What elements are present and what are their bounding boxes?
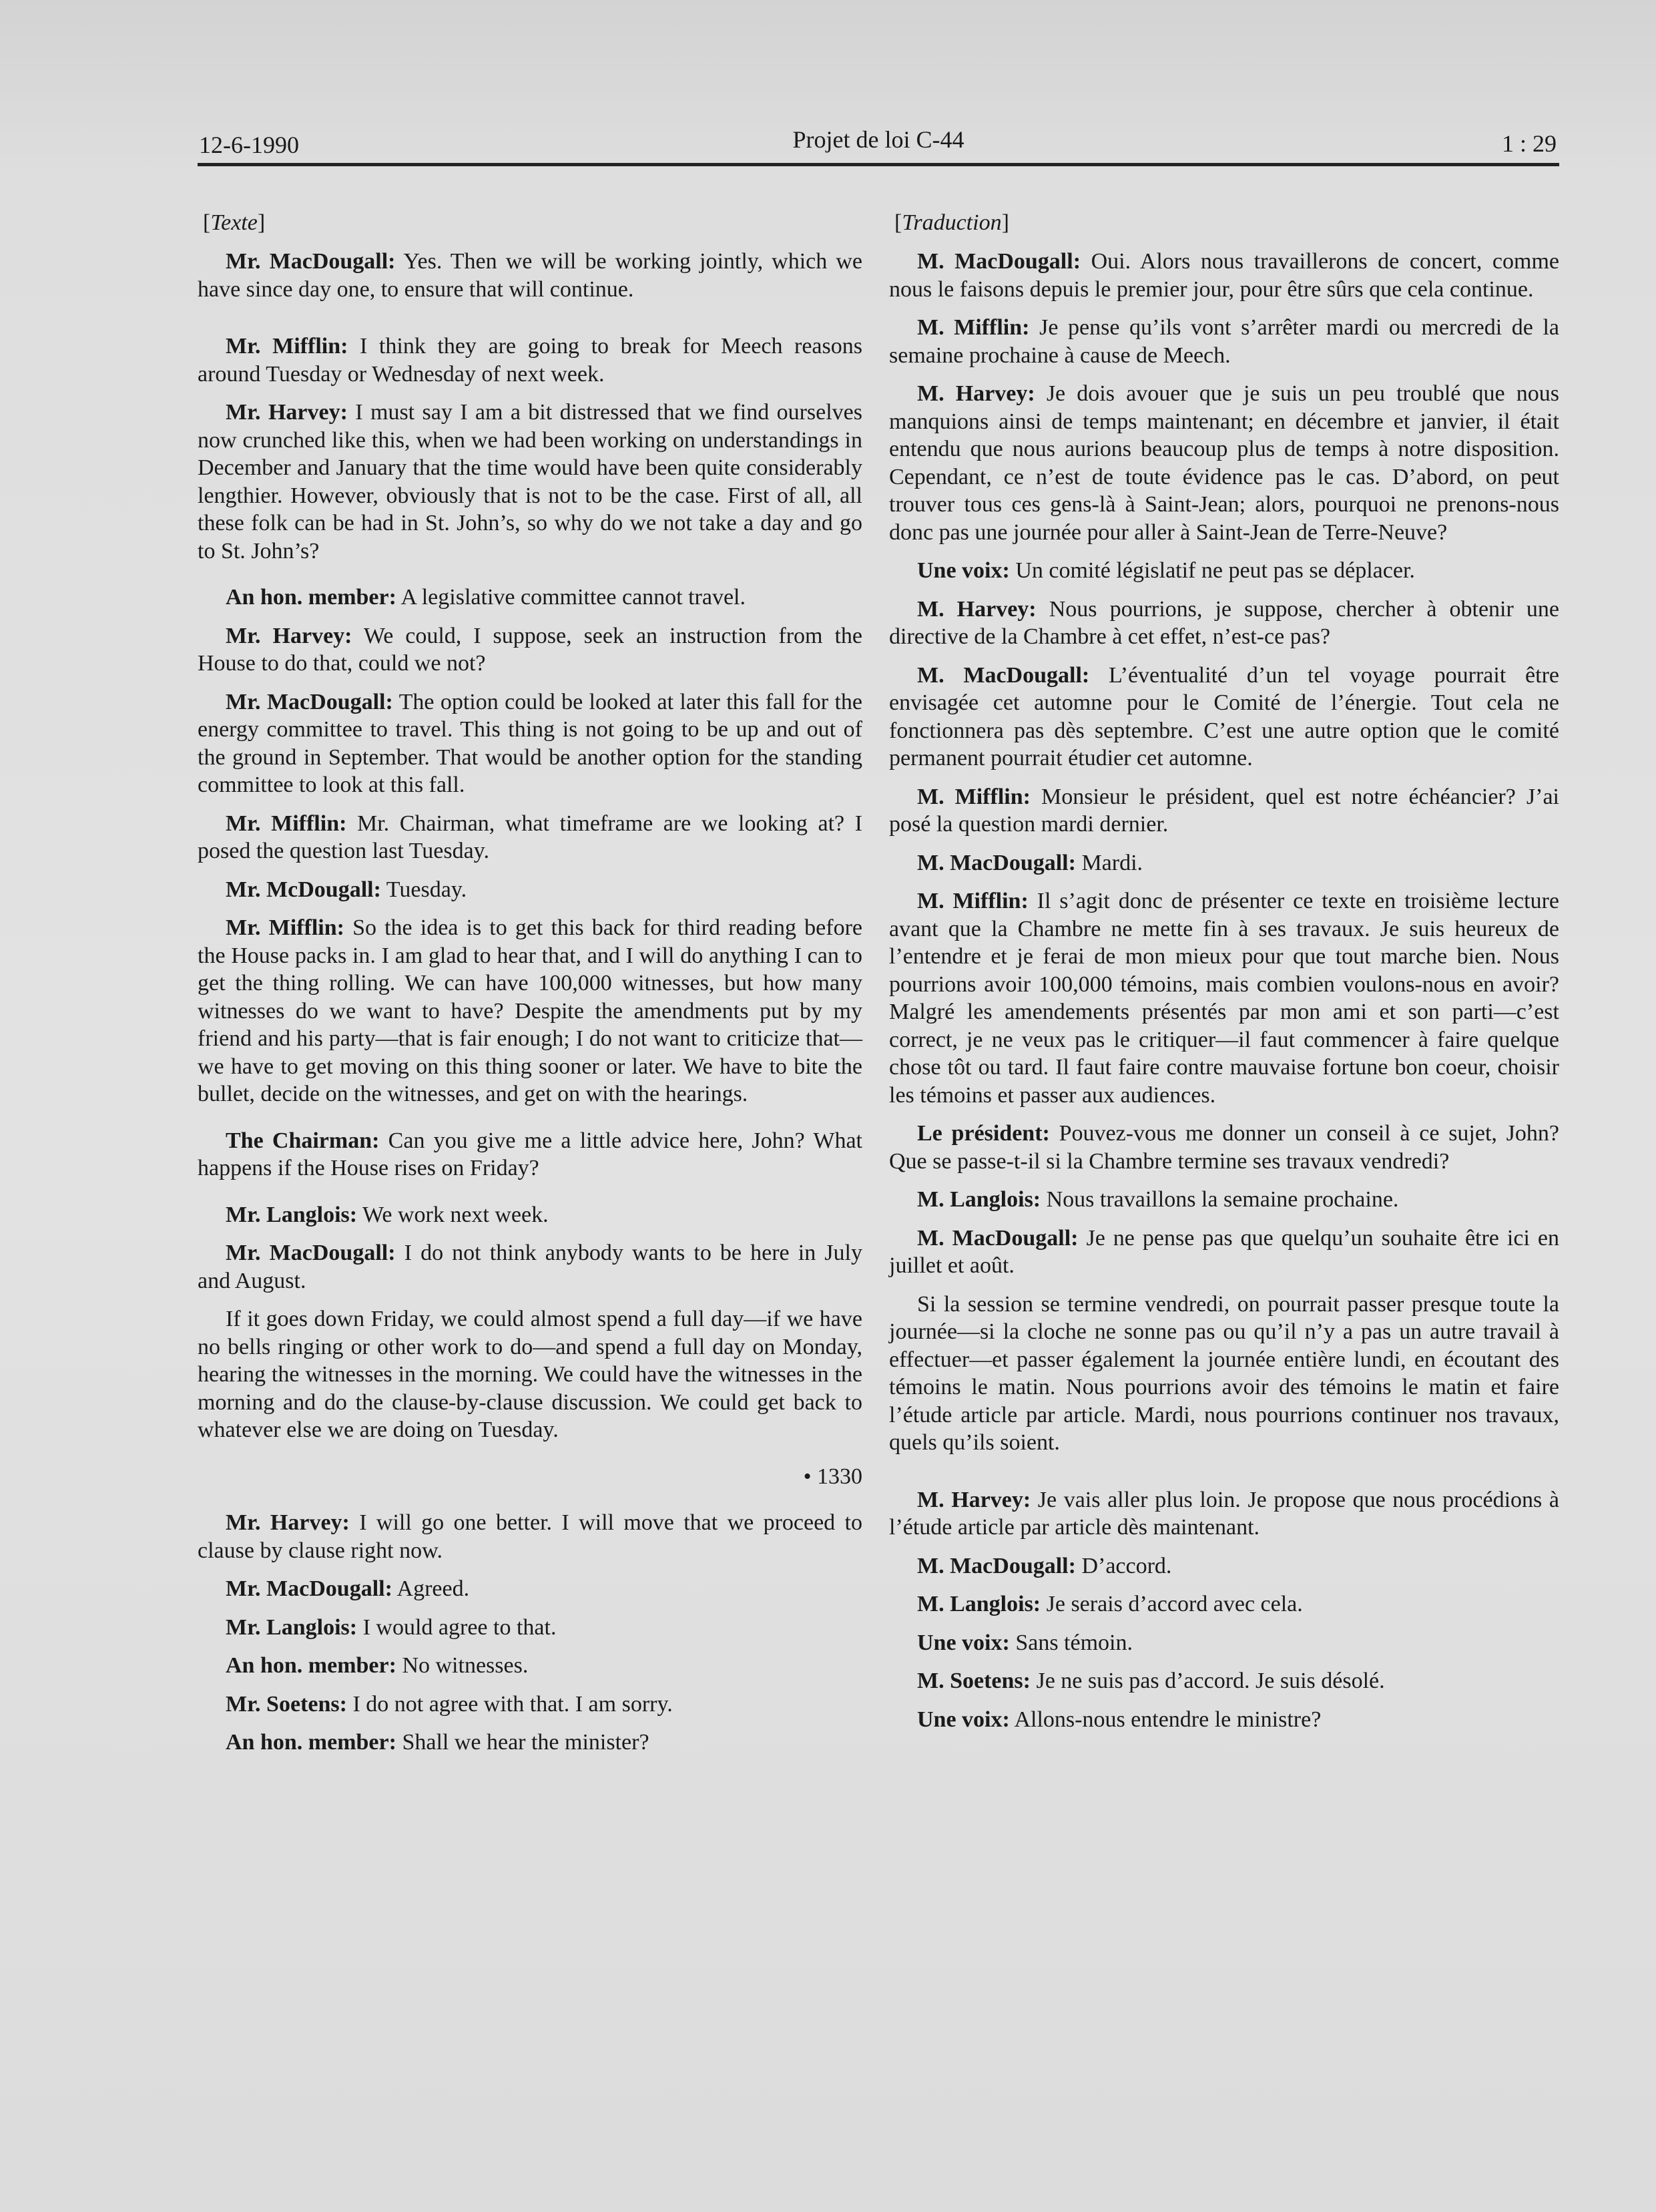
time-marker: • 1330: [803, 1464, 862, 1489]
paragraph: [889, 248, 1559, 303]
speaker-name: Mr. MacDougall:: [226, 689, 393, 714]
speech-text: Nous travaillons la semaine prochaine.: [1041, 1187, 1399, 1212]
speech-text: We could, I suppose, seek an instruction from the House to do that, could we not?: [198, 623, 862, 676]
left-column-text: [198, 204, 862, 1767]
paragraph: [198, 1305, 862, 1444]
paragraph: [889, 380, 1559, 546]
right-column-text: [889, 204, 1559, 1744]
speech-text: Mardi.: [1075, 850, 1143, 875]
speaker-name: M. Mifflin:: [917, 784, 1031, 809]
speaker-name: M. Harvey:: [917, 596, 1037, 622]
speech-text: Allons-nous entendre le ministre?: [1009, 1707, 1322, 1732]
speech-text: So the idea is to get this back for third reading before the House packs in. I am glad to hear that, and I will do anything I can to get the thing rolling. We can have 100,000 witnesses, but how many witnesses do we want to have? Despite the amendments put by my friend and his party—that is fair enough; I do not want to criticize that—we have to get moving on this thing sooner or later. We have to bite the bullet, decide on the witnesses, and get on with the hearings.: [198, 915, 862, 1106]
paragraph: [198, 622, 862, 678]
speech-text: I will go one better. I will move that we proceed to clause by clause right now.: [198, 1510, 862, 1563]
paragraph: [889, 596, 1559, 651]
speaker-name: Une voix:: [917, 558, 1010, 583]
speaker-name: Mr. Harvey:: [226, 400, 348, 425]
speaker-name: Mr. Mifflin:: [226, 334, 348, 359]
speech-text: Tuesday.: [380, 877, 467, 902]
speaker-name: M. MacDougall:: [917, 249, 1081, 274]
speaker-name: M. Langlois:: [917, 1592, 1041, 1616]
speaker-name: Mr. Mifflin:: [226, 915, 344, 940]
paragraph: [889, 1552, 1559, 1580]
speech-text: Il s’agit donc de présenter ce texte en troisième lecture avant que la Chambre ne mette fin à ses travaux. Je suis heureux de l’entendre et je ferai de mon mieux pour que tout marche bien. Nous pourrions avoir 100,000 témoins, mais combien voulons-nous en avoir? Malgré les amendements présentés par mon ami et son parti—c’est correct, je ne veux pas le critiquer—il faut commencer à faire quelque chose tôt ou tard. Il faut faire contre mauvaise fortune bon coeur, choisir les témoins et passer aux audiences.: [889, 889, 1559, 1108]
header-page-number: 1 : 29: [1501, 130, 1557, 157]
section-label: [Texte]: [203, 210, 266, 235]
speaker-name: M. Langlois:: [917, 1187, 1041, 1212]
speaker-name: M. Harvey:: [917, 1487, 1031, 1512]
speaker-name: Une voix:: [917, 1707, 1010, 1732]
header-date: 12-6-1990: [199, 132, 299, 158]
speaker-name: Mr. Langlois:: [226, 1614, 358, 1640]
speech-text: Agreed.: [392, 1576, 470, 1601]
speaker-name: M. Soetens:: [917, 1669, 1031, 1693]
speaker-name: Le président:: [917, 1121, 1050, 1146]
paragraph: [889, 887, 1559, 1109]
paragraph: [889, 1706, 1559, 1734]
speech-text: Je ne suis pas d’accord. Je suis désolé.: [1030, 1669, 1385, 1693]
speaker-name: An hon. member:: [226, 1730, 396, 1755]
paragraph: [198, 248, 862, 303]
speech-text: Pouvez-vous me donner un conseil à ce sujet, John? Que se passe-t-il si la Chambre termine ses travaux vendredi?: [889, 1121, 1560, 1174]
speech-text: Can you give me a little advice here, John? What happens if the House rises on Friday?: [198, 1128, 862, 1180]
speech-text: Je dois avouer que je suis un peu troublé que nous manquions ainsi de temps maintenant; en décembre et janvier, il était entendu que nous aurions beaucoup plus de temps à notre disposition. Cependant, ce n’est de toute évidence pas le cas. D’abord, on peut trouver tous ces gens-là à Saint-Jean; alors, pourquoi ne prenons-nous donc pas une journée pour aller à Saint-Jean de Terre-Neuve?: [889, 381, 1559, 545]
header-title: Projet de loi C-44: [792, 126, 964, 153]
speaker-name: Mr. MacDougall:: [226, 249, 396, 274]
speech-text: L’éventualité d’un tel voyage pourrait être envisagée cet automne pour le Comité de l’énergie. Tout cela ne fonctionnera pas dès septembre. C’est une autre option que le comité permanent pourrait étudier cet automne.: [889, 662, 1559, 770]
speech-text: I do not think anybody wants to be here in July and August.: [198, 1241, 862, 1293]
speech-text: I would agree to that.: [357, 1614, 557, 1640]
speech-text: I must say I am a bit distressed that we find ourselves now crunched like this, when we had been working on understandings in December and January that the time would have been quite considerably lengthier. However, obviously that is not to be the case. First of all, all these folk can be had in St. John’s, so why do we not take a day and go to St. John’s?: [198, 400, 863, 564]
speech-text: Nous pourrions, je suppose, chercher à obtenir une directive de la Chambre à cet effet, n’est-ce pas?: [889, 596, 1559, 649]
paragraph: [198, 584, 862, 612]
paragraph: [198, 1614, 862, 1642]
speaker-name: An hon. member:: [226, 1653, 396, 1678]
speaker-name: Mr. MacDougall:: [226, 1241, 396, 1265]
paragraph: [889, 557, 1559, 585]
speech-text: Si la session se termine vendredi, on pourrait passer presque toute la journée—si la cloche ne sonne pas ou qu’il n’y a pas un autre travail à effectuer—et passer également la journée entière lundi, en écoutant des témoins le matin. Nous pourrions avoir des témoins le matin et faire l’étude article par article. Mardi, nous pourrions continuer nos travaux, quels qu’ils soient.: [889, 1291, 1559, 1455]
speaker-name: Mr. Harvey:: [226, 1510, 350, 1535]
speaker-name: The Chairman:: [226, 1128, 380, 1153]
paragraph: [198, 688, 862, 799]
speech-text: Je pense qu’ils vont s’arrêter mardi ou mercredi de la semaine prochaine à cause de Meech.: [889, 315, 1559, 368]
paragraph: [198, 1201, 862, 1229]
speaker-name: Mr. Soetens:: [226, 1691, 347, 1717]
page-header: [198, 124, 1559, 166]
speaker-name: Mr. Langlois:: [226, 1202, 358, 1227]
speaker-name: Mr. Harvey:: [226, 623, 352, 648]
speech-text: Sans témoin.: [1009, 1630, 1133, 1655]
speech-text: I do not agree with that. I am sorry.: [346, 1691, 673, 1717]
paragraph: [889, 1291, 1559, 1457]
speech-text: I think they are going to break for Meech reasons around Tuesday or Wednesday of next week.: [198, 334, 862, 387]
speaker-name: Mr. McDougall:: [226, 877, 381, 902]
speech-text: A legislative committee cannot travel.: [396, 585, 746, 610]
paragraph: [198, 876, 862, 904]
speech-text: Je serais d’accord avec cela.: [1041, 1592, 1303, 1616]
paragraph: [198, 810, 862, 865]
speaker-name: An hon. member:: [226, 585, 396, 610]
speech-text: The option could be looked at later this fall for the energy committee to travel. This thing is not going to be up and out of the ground in September. That would be another option for the standing committee to look at this fall.: [198, 689, 863, 797]
speaker-name: Mr. MacDougall:: [226, 1576, 392, 1601]
speech-text: We work next week.: [357, 1202, 549, 1227]
speaker-name: M. Mifflin:: [917, 889, 1029, 913]
speech-text: Je ne pense pas que quelqu’un souhaite être ici en juillet et août.: [889, 1225, 1559, 1278]
speech-text: If it goes down Friday, we could almost spend a full day—if we have no bells ringing or other work to do—and spend a full day on Monday, hearing the witnesses in the morning. We could have the witnesses in the morning and do the clause-by-clause discussion. We could get back to whatever else we are doing on Tuesday.: [198, 1307, 862, 1442]
paragraph: [889, 783, 1559, 839]
paragraph: [198, 333, 862, 388]
speech-text: Je vais aller plus loin. Je propose que nous procédions à l’étude article par article dès maintenant.: [889, 1487, 1559, 1540]
speaker-name: Une voix:: [917, 1630, 1010, 1655]
paragraph: [889, 1590, 1559, 1618]
speaker-name: M. MacDougall:: [917, 850, 1076, 875]
paragraph: [889, 662, 1559, 772]
speech-text: Shall we hear the minister?: [396, 1730, 649, 1755]
speaker-name: M. Mifflin:: [917, 315, 1030, 340]
speaker-name: M. Harvey:: [917, 381, 1035, 406]
paragraph: [889, 1225, 1559, 1280]
paragraph: [889, 1186, 1559, 1214]
speaker-name: M. MacDougall:: [917, 1225, 1079, 1251]
speaker-name: M. MacDougall:: [917, 1553, 1076, 1578]
paragraph: [889, 1667, 1559, 1695]
paragraph: [198, 1127, 862, 1182]
paragraph: [889, 1629, 1559, 1657]
paragraph: [198, 1729, 862, 1757]
paragraph: [198, 1575, 862, 1603]
speaker-name: Mr. Mifflin:: [226, 811, 347, 836]
paragraph: [198, 1239, 862, 1295]
paragraph: [889, 314, 1559, 369]
paragraph: [198, 1691, 862, 1719]
section-label: [Traduction]: [894, 210, 1009, 235]
speech-text: D’accord.: [1075, 1553, 1172, 1578]
paragraph: [198, 1652, 862, 1680]
paragraph: [889, 1120, 1559, 1175]
paragraph: [198, 914, 862, 1108]
speech-text: Monsieur le président, quel est notre échéancier? J’ai posé la question mardi dernier.: [889, 784, 1559, 837]
speech-text: Un comité législatif ne peut pas se déplacer.: [1009, 558, 1415, 583]
speech-text: Yes. Then we will be working jointly, which we have since day one, to ensure that will continue.: [198, 249, 863, 302]
paragraph: [889, 849, 1559, 877]
paragraph: [198, 399, 862, 565]
speaker-name: M. MacDougall:: [917, 662, 1090, 688]
speech-text: No witnesses.: [396, 1653, 529, 1678]
paragraph: [198, 1509, 862, 1564]
speech-text: Oui. Alors nous travaillerons de concert, comme nous le faisons depuis le premier jour, pour être sûrs que cela continue.: [889, 249, 1559, 302]
speech-text: Mr. Chairman, what timeframe are we looking at? I posed the question last Tuesday.: [198, 811, 862, 863]
paragraph: [889, 1486, 1559, 1542]
